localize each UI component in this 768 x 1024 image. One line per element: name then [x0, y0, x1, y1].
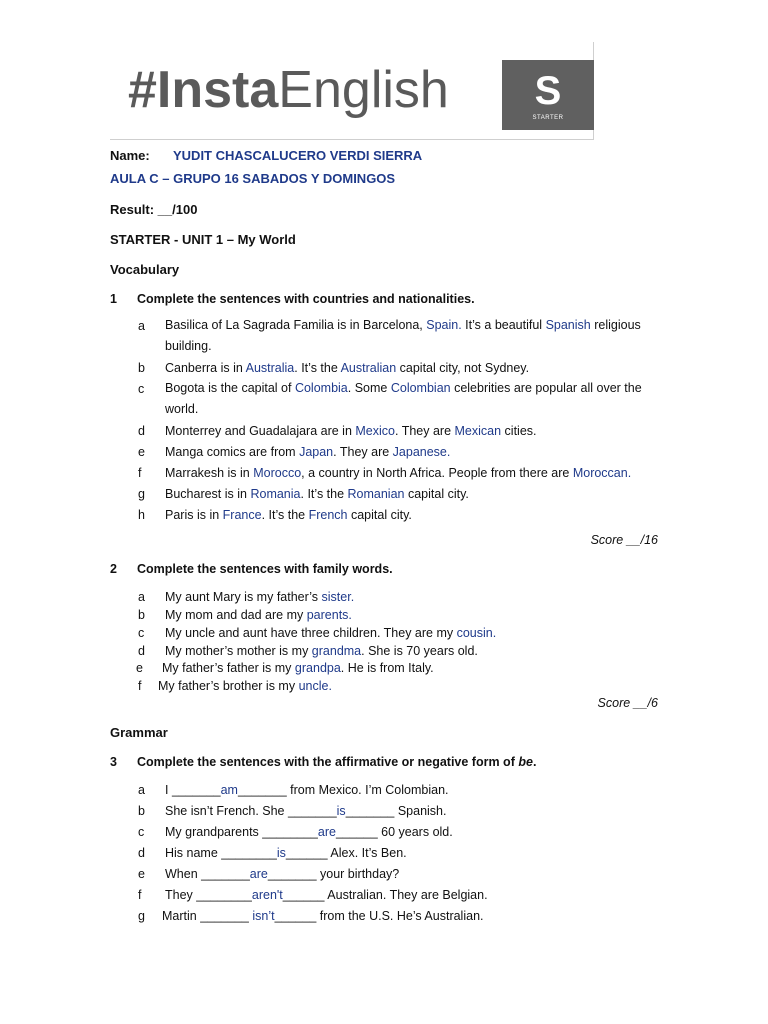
sentence-text: My aunt Mary is my father’s	[165, 590, 322, 604]
sentence-text: His name ________	[165, 846, 277, 860]
answer-text: Japan	[299, 445, 334, 459]
sentence-text: She isn’t French. She _______	[165, 804, 337, 818]
sentence-text: capital city.	[404, 487, 469, 501]
q3-item-letter: d	[138, 846, 145, 860]
answer-text: are	[317, 825, 336, 839]
sentence-text: They ________	[165, 888, 252, 902]
answer-text: Colombian	[390, 381, 451, 395]
q3-item-letter: g	[138, 909, 145, 923]
section-vocabulary: Vocabulary	[110, 262, 180, 277]
answer-text: .	[492, 626, 497, 640]
answer-text: uncle	[298, 679, 329, 693]
sentence-text: Manga comics are from	[165, 445, 300, 459]
answer-text: aren't	[251, 888, 283, 902]
q1-item-letter: g	[138, 487, 145, 501]
badge-caption: STARTER	[532, 115, 564, 121]
q3-item-letter: c	[138, 825, 145, 839]
q3-item-text	[165, 804, 446, 818]
logo	[110, 42, 594, 140]
q1-instruction: Complete the sentences with countries and nationalities.	[137, 292, 475, 306]
answer-text: isn’t	[252, 909, 275, 923]
q1-number: 1	[110, 292, 117, 306]
q2-item-letter: d	[138, 644, 145, 658]
q2-item-letter: a	[138, 590, 145, 604]
sentence-text: capital city, not Sydney.	[396, 361, 530, 375]
q3-instruction	[137, 755, 536, 769]
sentence-text: It’s a beautiful	[461, 318, 546, 332]
q3-item-text	[165, 846, 407, 860]
answer-text: Colombia	[294, 381, 348, 395]
q3-item-text	[165, 888, 488, 902]
answer-text: Japanese	[392, 445, 447, 459]
unit-title: STARTER - UNIT 1 – My World	[110, 232, 296, 247]
answer-text: French	[308, 508, 348, 522]
answer-text: Australia	[245, 361, 295, 375]
answer-text: am	[220, 783, 238, 797]
q1-score: Score __/16	[590, 533, 658, 547]
sentence-text: . They are	[394, 424, 455, 438]
answer-text: grandma	[311, 644, 362, 658]
sentence-text: My father’s father is my	[162, 661, 295, 675]
q3-instruction-be: be	[518, 755, 533, 769]
answer-text: Moroccan	[572, 466, 628, 480]
q1-item-text	[165, 315, 659, 357]
answer-text: .	[328, 679, 332, 693]
q3-item-letter: b	[138, 804, 145, 818]
sentence-text: ______ Alex. It’s Ben.	[285, 846, 407, 860]
student-name: YUDIT CHASCALUCERO VERDI SIERRA	[173, 148, 423, 163]
q3-item-letter: a	[138, 783, 145, 797]
q1-item-text	[165, 487, 469, 501]
answer-text: is	[276, 846, 286, 860]
q2-item-letter: b	[138, 608, 145, 622]
answer-text: Spain.	[426, 318, 462, 332]
q1-item-letter: a	[138, 319, 145, 333]
q3-instruction-end: .	[532, 755, 537, 769]
sentence-text: Martin _______	[162, 909, 253, 923]
section-grammar: Grammar	[110, 725, 168, 740]
q2-item-letter: c	[138, 626, 145, 640]
q2-number: 2	[110, 562, 117, 576]
q3-number: 3	[110, 755, 117, 769]
sentence-text: Monterrey and Guadalajara are in	[165, 424, 356, 438]
q2-item-text	[165, 626, 496, 640]
logo-wordmark	[128, 60, 449, 120]
answer-text: Morocco	[253, 466, 302, 480]
q1-item-text	[165, 361, 529, 375]
answer-text: grandpa	[294, 661, 341, 675]
q2-item-text	[158, 679, 332, 693]
sentence-text: ______ Australian. They are Belgian.	[282, 888, 488, 902]
q1-item-text	[165, 445, 450, 459]
sentence-text: My uncle and aunt have three children. They are my	[165, 626, 457, 640]
q1-item-letter: d	[138, 424, 145, 438]
sentence-text: . He is from Italy.	[340, 661, 434, 675]
sentence-text: Canberra is in	[165, 361, 246, 375]
sentence-text: _______ Spanish.	[345, 804, 447, 818]
sentence-text: . It’s the	[300, 487, 348, 501]
answer-text: France	[222, 508, 262, 522]
q1-item-letter: h	[138, 508, 145, 522]
sentence-text: ______ 60 years old.	[335, 825, 453, 839]
answer-text: .	[348, 608, 352, 622]
q2-instruction: Complete the sentences with family words.	[137, 562, 393, 576]
q1-item-letter: e	[138, 445, 145, 459]
logo-part-english: English	[278, 61, 449, 119]
answer-text: Australian	[340, 361, 397, 375]
sentence-text: . Some	[347, 381, 391, 395]
starter-badge	[502, 60, 594, 130]
q1-item-letter: b	[138, 361, 145, 375]
answer-text: .	[350, 590, 355, 604]
q3-item-text	[165, 825, 453, 839]
sentence-text: _______ from Mexico. I’m Colombian.	[237, 783, 449, 797]
sentence-text: capital city.	[347, 508, 412, 522]
sentence-text: . It’s the	[294, 361, 341, 375]
q1-item-letter: f	[138, 466, 142, 480]
q1-item-letter: c	[138, 382, 145, 396]
sentence-text: _______ your birthday?	[267, 867, 400, 881]
sentence-text: . It’s the	[261, 508, 309, 522]
answer-text: .	[627, 466, 632, 480]
group-info: AULA C – GRUPO 16 SABADOS Y DOMINGOS	[110, 171, 396, 186]
q1-item-text	[165, 508, 412, 522]
q2-item-text	[162, 661, 434, 675]
q2-item-text	[165, 590, 354, 604]
q3-item-letter: e	[138, 867, 145, 881]
sentence-text: I _______	[165, 783, 221, 797]
q3-instruction-main: Complete the sentences with the affirmative or negative form of	[137, 755, 519, 769]
q2-item-letter: e	[136, 661, 143, 675]
q3-item-letter: f	[138, 888, 142, 902]
answer-text: cousin	[456, 626, 493, 640]
sentence-text: cities.	[501, 424, 537, 438]
sentence-text: My mother’s mother is my	[165, 644, 312, 658]
sentence-text: religious building.	[165, 318, 641, 353]
answer-text: is	[336, 804, 346, 818]
q3-item-text	[165, 867, 399, 881]
q1-item-text	[165, 466, 631, 480]
sentence-text: My grandparents ________	[165, 825, 318, 839]
name-label: Name:	[110, 148, 150, 163]
q3-item-text	[162, 909, 484, 923]
sentence-text: . She is 70 years old.	[361, 644, 478, 658]
answer-text: sister	[321, 590, 351, 604]
sentence-text: My father’s brother is my	[158, 679, 299, 693]
answer-text: Romania	[250, 487, 301, 501]
sentence-text: My mom and dad are my	[165, 608, 307, 622]
answer-text: Spanish	[545, 318, 591, 332]
result-score: Result: __/100	[110, 202, 198, 217]
q2-item-text	[165, 644, 478, 658]
sentence-text: When _______	[165, 867, 250, 881]
sentence-text: Marrakesh is in	[165, 466, 254, 480]
q1-item-text	[165, 424, 537, 438]
sentence-text: ______ from the U.S. He’s Australian.	[274, 909, 484, 923]
answer-text: are	[249, 867, 268, 881]
q2-item-letter: f	[138, 679, 142, 693]
answer-text: Mexican	[454, 424, 502, 438]
answer-text: Romanian	[347, 487, 405, 501]
sentence-text: Basilica of La Sagrada Familia is in Barcelona,	[165, 318, 427, 332]
q2-item-text	[165, 608, 352, 622]
answer-text: .	[446, 445, 451, 459]
badge-letter: S	[534, 69, 562, 113]
answer-text: Mexico	[355, 424, 395, 438]
q2-score: Score __/6	[597, 696, 658, 710]
answer-text: parents	[306, 608, 349, 622]
sentence-text: Bucharest is in	[165, 487, 251, 501]
sentence-text: , a country in North Africa. People from there are	[301, 466, 573, 480]
q3-item-text	[165, 783, 449, 797]
student-name-row	[110, 148, 423, 163]
sentence-text: . They are	[333, 445, 393, 459]
sentence-text: celebrities are popular all over the world.	[165, 381, 642, 416]
q1-item-text	[165, 378, 659, 420]
sentence-text: Paris is in	[165, 508, 223, 522]
logo-part-insta: #Insta	[128, 61, 279, 119]
sentence-text: Bogota is the capital of	[165, 381, 295, 395]
